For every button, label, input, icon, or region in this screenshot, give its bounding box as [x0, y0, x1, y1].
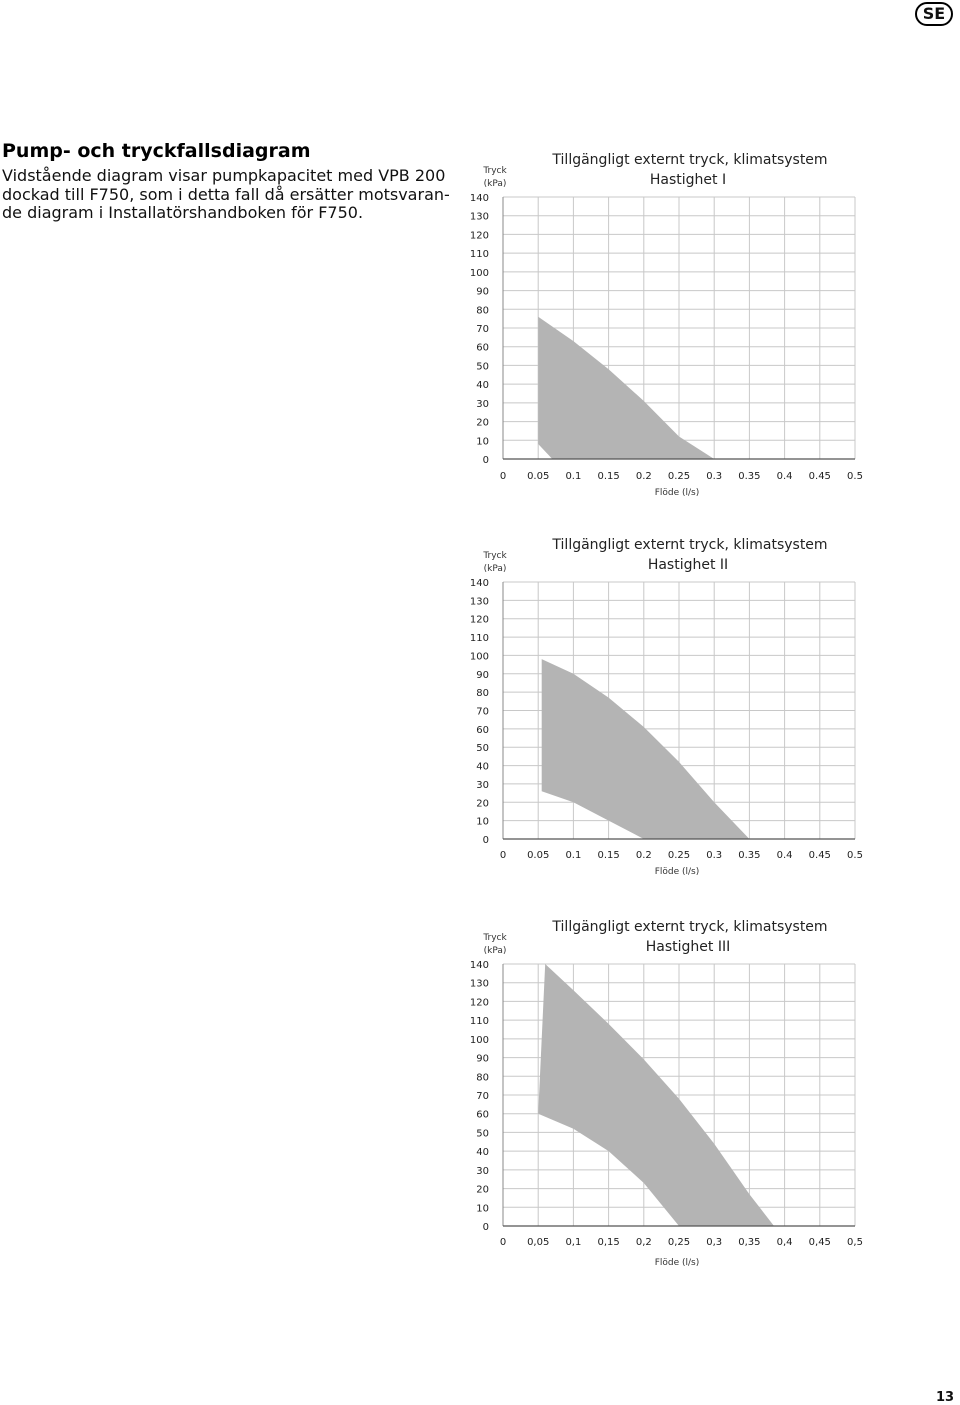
y-tick-label: 110	[469, 249, 489, 261]
y-tick-label: 120	[469, 614, 489, 626]
x-tick-label: 0.5	[847, 471, 863, 482]
y-tick-label: 50	[476, 1128, 489, 1140]
x-tick-label: 0,2	[635, 1237, 652, 1248]
x-axis-label: Flöde (l/s)	[654, 1258, 700, 1268]
chart-title: Tillgängligt externt tryck, klimatsystem	[552, 152, 828, 168]
y-tick-label: 50	[476, 743, 489, 755]
x-tick-label: 0.4	[776, 471, 793, 482]
x-tick-label: 0,05	[527, 1237, 550, 1248]
y-tick-label: 80	[476, 688, 489, 700]
pump-chart-speed-1	[460, 145, 880, 505]
x-axis-label: Flöde (l/s)	[654, 867, 700, 877]
y-tick-label: 120	[469, 230, 489, 242]
y-tick-label: 90	[476, 669, 489, 681]
y-tick-label: 40	[476, 380, 489, 392]
y-tick-label: 60	[476, 724, 489, 736]
x-tick-label: 0.25	[667, 850, 691, 861]
y-tick-label: 40	[476, 1147, 489, 1159]
x-tick-label: 0.5	[847, 850, 863, 861]
pump-chart-speed-2	[460, 530, 880, 890]
y-tick-label: 130	[469, 211, 489, 223]
y-tick-label: 0	[482, 835, 489, 846]
y-tick-label: 140	[469, 960, 489, 971]
y-axis-unit: (kPa)	[483, 564, 507, 574]
x-tick-label: 0,45	[808, 1237, 831, 1248]
y-tick-label: 70	[476, 1091, 489, 1102]
x-tick-label: 0.35	[738, 471, 761, 482]
y-tick-label: 100	[469, 651, 489, 663]
y-tick-label: 0	[482, 1222, 489, 1233]
available-pressure-area	[538, 317, 714, 459]
y-tick-label: 130	[469, 978, 489, 990]
y-axis-label: Tryck	[483, 933, 507, 943]
chart-subtitle: Hastighet II	[647, 557, 729, 573]
x-tick-label: 0.05	[527, 471, 550, 482]
y-tick-label: 110	[469, 633, 489, 645]
x-axis-label: Flöde (l/s)	[654, 488, 700, 498]
x-tick-label: 0.2	[635, 471, 652, 482]
y-tick-label: 90	[476, 286, 489, 298]
y-tick-label: 110	[469, 1016, 489, 1028]
pump-chart-speed-3	[460, 915, 880, 1280]
y-tick-label: 140	[469, 193, 489, 204]
chart-subtitle: Hastighet III	[645, 939, 731, 955]
y-tick-label: 130	[469, 596, 489, 608]
y-tick-label: 10	[476, 1203, 489, 1215]
x-tick-label: 0,15	[597, 1237, 620, 1248]
x-tick-label: 0.35	[738, 850, 761, 861]
x-tick-label: 0,1	[565, 1237, 582, 1248]
intro-line: de diagram i Installatörshandboken för F750.	[2, 203, 364, 222]
x-tick-label: 0.45	[808, 850, 831, 861]
x-tick-label: 0.3	[706, 850, 723, 861]
x-tick-label: 0.45	[808, 471, 831, 482]
y-tick-label: 70	[476, 324, 489, 335]
intro-paragraph	[2, 166, 450, 223]
y-tick-label: 30	[476, 398, 489, 410]
x-tick-label: 0	[499, 471, 507, 482]
x-tick-label: 0	[499, 1237, 507, 1248]
chart-title: Tillgängligt externt tryck, klimatsystem	[552, 919, 828, 935]
chart-subtitle: Hastighet I	[649, 172, 727, 188]
x-tick-label: 0	[499, 850, 507, 861]
available-pressure-area	[542, 659, 750, 839]
x-tick-label: 0.2	[635, 850, 652, 861]
y-tick-label: 60	[476, 342, 489, 354]
y-tick-label: 40	[476, 761, 489, 773]
y-tick-label: 80	[476, 305, 489, 317]
intro-line: dockad till F750, som i detta fall då ersätter motsvaran-	[2, 184, 450, 204]
y-axis-label: Tryck	[483, 166, 507, 176]
x-tick-label: 0.15	[597, 471, 620, 482]
y-tick-label: 140	[469, 578, 489, 589]
x-tick-label: 0.3	[706, 471, 723, 482]
y-tick-label: 10	[476, 816, 489, 828]
y-axis-unit: (kPa)	[483, 946, 507, 956]
x-tick-label: 0.4	[776, 850, 793, 861]
x-tick-label: 0,25	[667, 1237, 691, 1248]
x-tick-label: 0.1	[565, 471, 582, 482]
y-tick-label: 60	[476, 1109, 489, 1121]
y-tick-label: 20	[476, 1184, 489, 1196]
y-tick-label: 90	[476, 1053, 489, 1065]
section-heading: Pump- och tryckfallsdiagram	[2, 140, 311, 162]
y-tick-label: 100	[469, 1034, 489, 1046]
language-badge: SE	[915, 2, 953, 26]
y-tick-label: 20	[476, 798, 489, 810]
x-tick-label: 0,4	[776, 1237, 793, 1248]
chart-title: Tillgängligt externt tryck, klimatsystem	[552, 537, 828, 553]
x-tick-label: 0.25	[667, 471, 691, 482]
x-tick-label: 0,3	[706, 1237, 723, 1248]
x-tick-label: 0.1	[565, 850, 582, 861]
intro-line: Vidstående diagram visar pumpkapacitet med VPB 200	[2, 166, 446, 185]
page-number: 13	[936, 1390, 955, 1405]
y-axis-unit: (kPa)	[483, 179, 507, 189]
y-tick-label: 120	[469, 997, 489, 1009]
y-tick-label: 70	[476, 706, 489, 718]
y-tick-label: 30	[476, 1165, 489, 1177]
y-tick-label: 30	[476, 779, 489, 791]
y-tick-label: 20	[476, 417, 489, 429]
y-tick-label: 100	[469, 267, 489, 279]
y-axis-label: Tryck	[483, 551, 507, 561]
y-tick-label: 80	[476, 1072, 489, 1084]
x-tick-label: 0.15	[597, 850, 620, 861]
y-tick-label: 10	[476, 436, 489, 448]
y-tick-label: 0	[482, 455, 489, 466]
x-tick-label: 0,35	[738, 1237, 761, 1248]
x-tick-label: 0.05	[527, 850, 550, 861]
y-tick-label: 50	[476, 361, 489, 373]
x-tick-label: 0,5	[847, 1237, 863, 1248]
